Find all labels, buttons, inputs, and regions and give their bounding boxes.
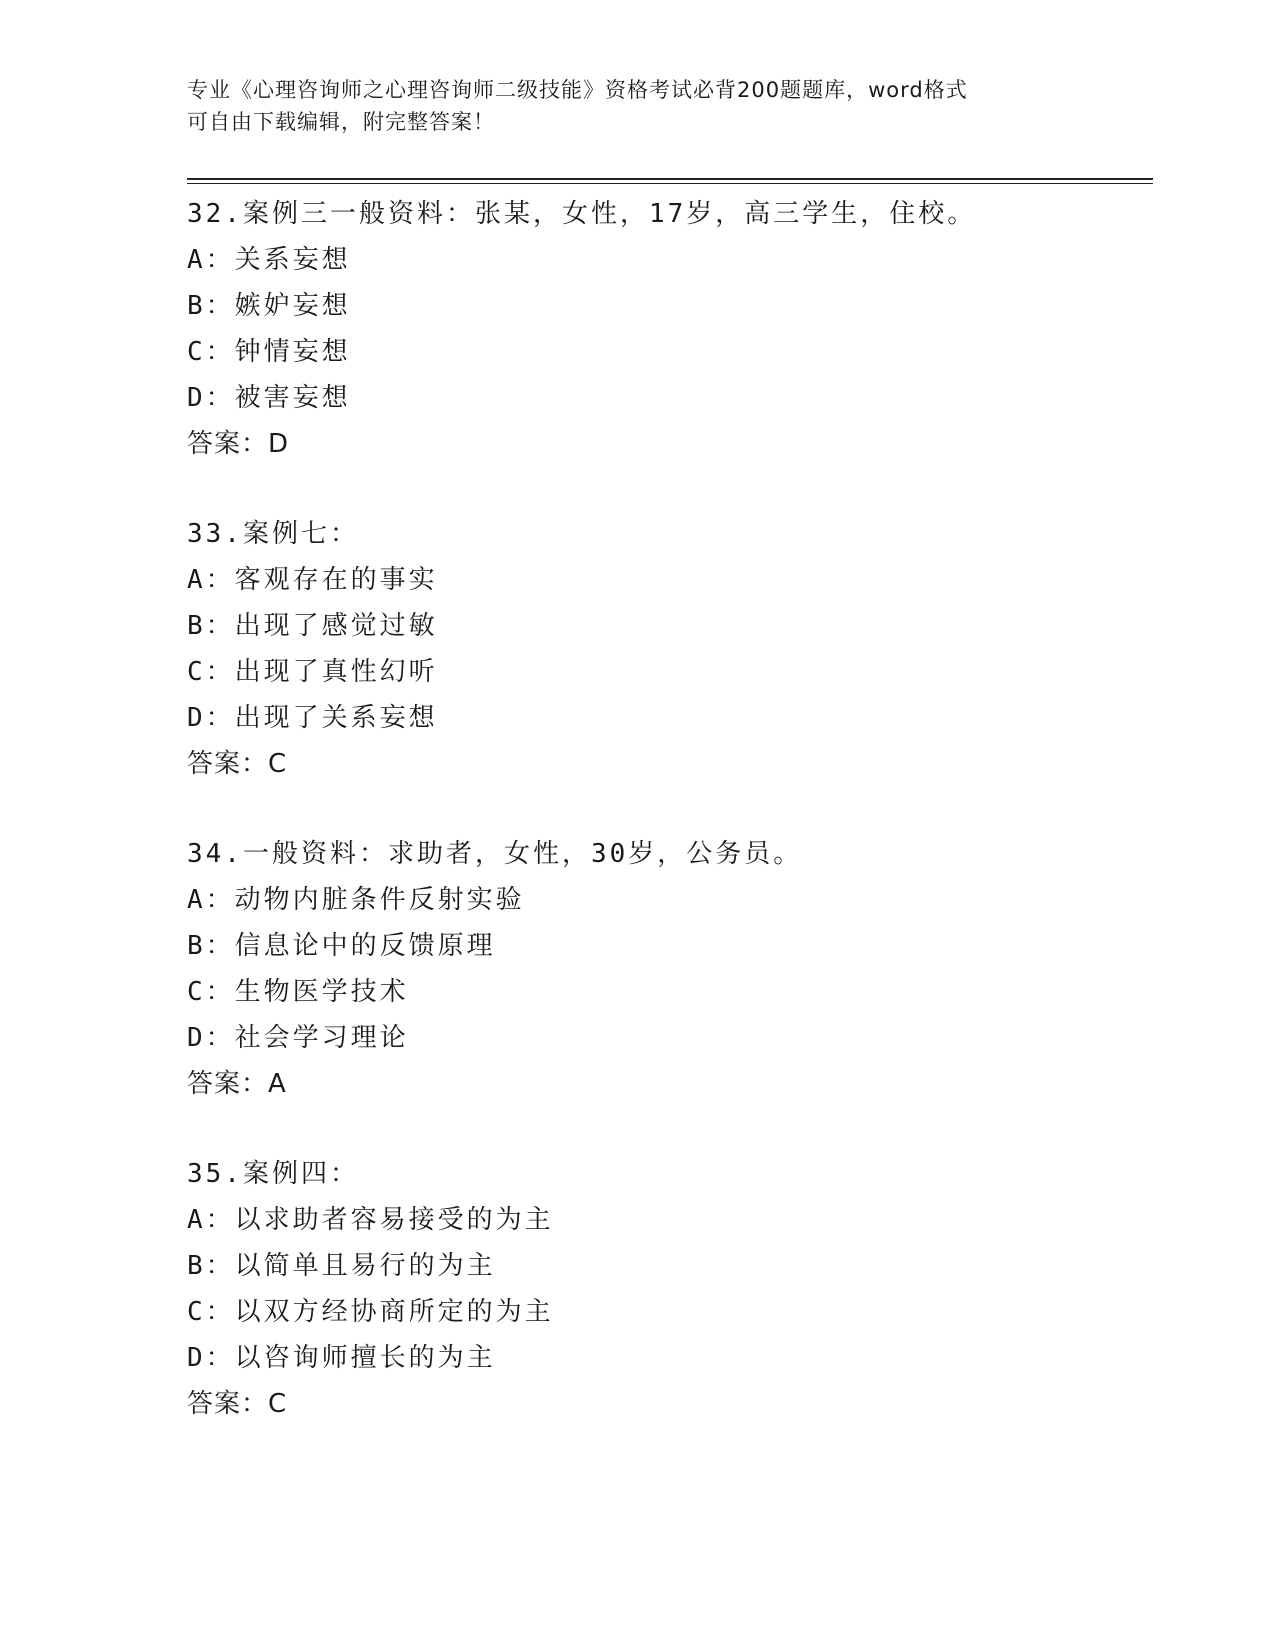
- header-divider: [187, 178, 1153, 184]
- question-spacer: [187, 467, 1153, 511]
- option-a: A：动物内脏条件反射实验: [187, 885, 525, 915]
- answer-line: 答案：C: [187, 1389, 288, 1419]
- option-b: B：信息论中的反馈原理: [187, 931, 496, 961]
- question-33: [187, 511, 1153, 787]
- question-34: [187, 831, 1153, 1107]
- question-stem: 33.案例七：: [187, 519, 359, 549]
- option-b: B：以简单且易行的为主: [187, 1251, 496, 1281]
- option-a: A：客观存在的事实: [187, 565, 438, 595]
- option-a: A：以求助者容易接受的为主: [187, 1205, 554, 1235]
- answer-line: 答案：A: [187, 1069, 287, 1099]
- option-c: C：生物医学技术: [187, 977, 409, 1007]
- option-d: D：以咨询师擅长的为主: [187, 1343, 496, 1373]
- question-stem: 32.案例三一般资料：张某，女性，17岁，高三学生，住校。: [187, 199, 977, 229]
- answer-line: 答案：D: [187, 429, 290, 459]
- header-line-2: 可自由下载编辑，附完整答案！: [187, 110, 495, 134]
- option-b: B：嫉妒妄想: [187, 291, 351, 321]
- question-32: [187, 191, 1153, 467]
- question-spacer: [187, 1107, 1153, 1151]
- question-spacer: [187, 787, 1153, 831]
- option-c: C：钟情妄想: [187, 337, 351, 367]
- option-d: D：出现了关系妄想: [187, 703, 438, 733]
- question-list: [187, 191, 1153, 1427]
- option-d: D：社会学习理论: [187, 1023, 409, 1053]
- document-header: [187, 74, 1087, 138]
- header-line-1: 专业《心理咨询师之心理咨询师二级技能》资格考试必背200题题库，word格式: [187, 78, 968, 102]
- option-d: D：被害妄想: [187, 383, 351, 413]
- option-a: A：关系妄想: [187, 245, 351, 275]
- option-c: C：以双方经协商所定的为主: [187, 1297, 554, 1327]
- option-c: C：出现了真性幻听: [187, 657, 438, 687]
- answer-line: 答案：C: [187, 749, 288, 779]
- question-stem: 34.一般资料：求助者，女性，30岁，公务员。: [187, 839, 803, 869]
- question-stem: 35.案例四：: [187, 1159, 359, 1189]
- option-b: B：出现了感觉过敏: [187, 611, 438, 641]
- question-35: [187, 1151, 1153, 1427]
